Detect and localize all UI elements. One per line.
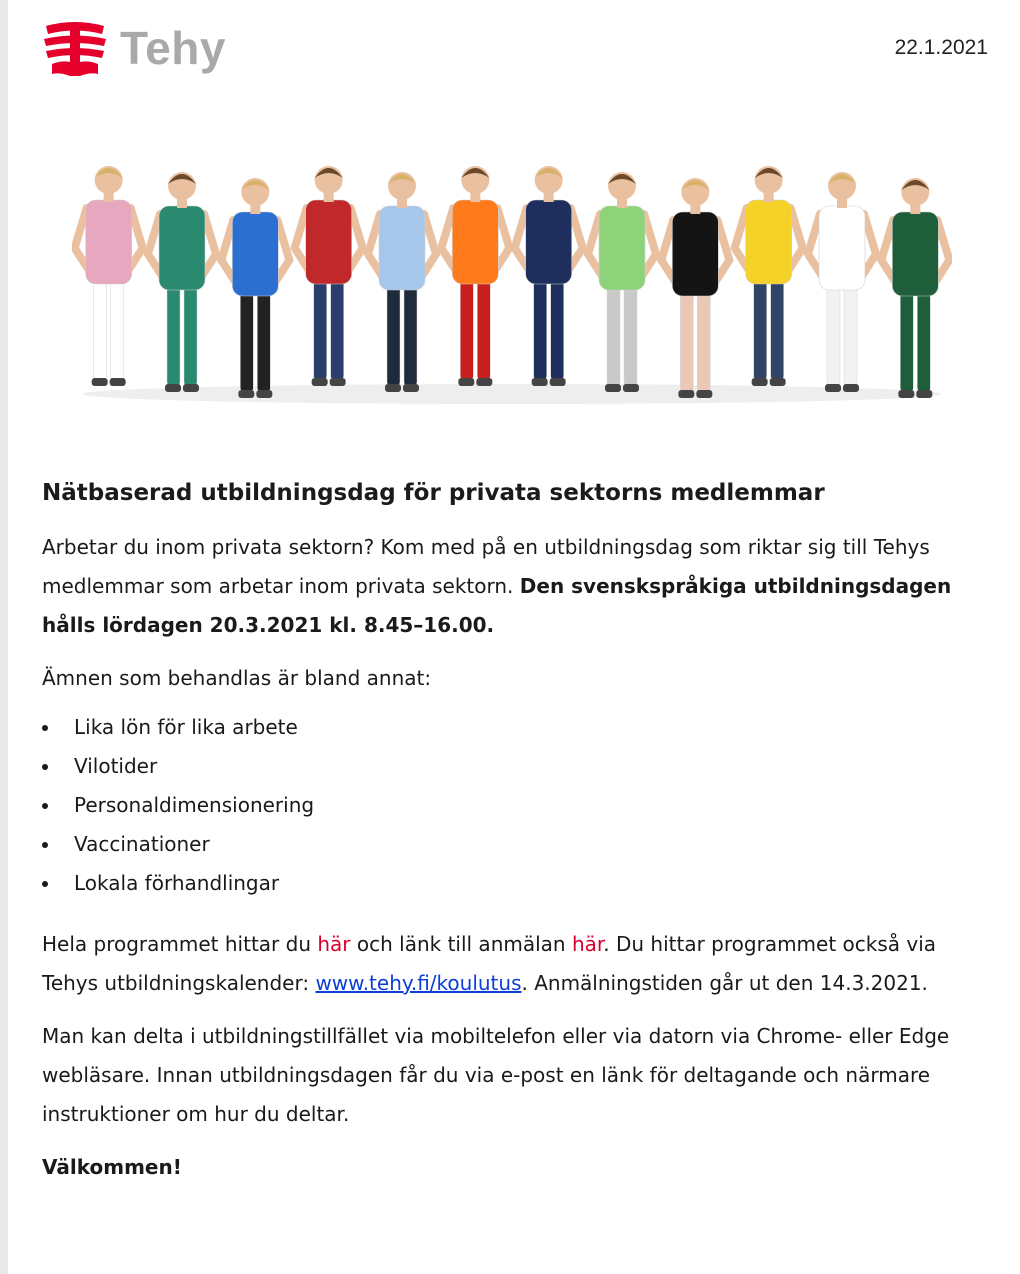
person-leg bbox=[754, 280, 767, 380]
person-leg bbox=[551, 280, 564, 380]
email-date: 22.1.2021 bbox=[894, 36, 988, 59]
person-shoe bbox=[312, 378, 328, 386]
hero-image-healthcare-workers bbox=[72, 150, 952, 410]
program-link[interactable]: här bbox=[317, 932, 351, 956]
person-figure bbox=[221, 178, 289, 398]
person-torso bbox=[159, 206, 205, 290]
person-figure bbox=[441, 166, 509, 386]
person-shoe bbox=[605, 384, 621, 392]
person-torso bbox=[526, 200, 572, 284]
tehy-emblem-icon bbox=[42, 20, 108, 76]
person-figure bbox=[368, 172, 436, 392]
person-torso bbox=[819, 206, 865, 290]
person-figure bbox=[881, 178, 949, 398]
bullet-icon bbox=[42, 842, 48, 848]
person-leg bbox=[827, 286, 840, 386]
person-torso bbox=[746, 200, 792, 284]
article-body bbox=[42, 480, 992, 1187]
person-figure bbox=[515, 166, 583, 386]
person-torso bbox=[599, 206, 645, 290]
person-shoe bbox=[110, 378, 126, 386]
person-leg bbox=[917, 292, 930, 392]
person-figure bbox=[735, 166, 803, 386]
person-figure bbox=[588, 172, 656, 392]
topics-intro: Ämnen som behandlas är bland annat: bbox=[42, 666, 432, 690]
person-shoe bbox=[458, 378, 474, 386]
person-torso bbox=[892, 212, 938, 296]
person-shoe bbox=[770, 378, 786, 386]
education-calendar-link[interactable]: www.tehy.fi/koulutus bbox=[315, 971, 522, 995]
person-shoe bbox=[385, 384, 401, 392]
bullet-icon bbox=[42, 881, 48, 887]
participation-paragraph: Man kan delta i utbildningstillfället via mobiltelefon eller via datorn via Chrome- eller Edge webläsare. Innan utbildningsdagen får du via e-post en länk för deltagande och närmare instruktioner om hur du deltar. bbox=[42, 1024, 950, 1126]
person-shoe bbox=[165, 384, 181, 392]
person-shoe bbox=[843, 384, 859, 392]
person-shoe bbox=[752, 378, 768, 386]
person-figure bbox=[148, 172, 216, 392]
person-shoe bbox=[696, 390, 712, 398]
person-torso bbox=[452, 200, 498, 284]
person-leg bbox=[257, 292, 270, 392]
person-leg bbox=[94, 280, 107, 380]
person-torso bbox=[232, 212, 278, 296]
list-item: Lokala förhandlingar bbox=[42, 864, 992, 903]
person-leg bbox=[477, 280, 490, 380]
welcome-text: Välkommen! bbox=[42, 1155, 182, 1179]
person-torso bbox=[306, 200, 352, 284]
person-torso bbox=[672, 212, 718, 296]
article-headline: Nätbaserad utbildningsdag för privata sektorns medlemmar bbox=[42, 480, 825, 506]
list-item: Vilotider bbox=[42, 747, 992, 786]
person-leg bbox=[184, 286, 197, 386]
person-shoe bbox=[403, 384, 419, 392]
bullet-icon bbox=[42, 803, 48, 809]
person-torso bbox=[379, 206, 425, 290]
person-leg bbox=[331, 280, 344, 380]
person-leg bbox=[404, 286, 417, 386]
person-shoe bbox=[256, 390, 272, 398]
left-border bbox=[0, 0, 8, 1274]
person-leg bbox=[240, 292, 253, 392]
person-shoe bbox=[532, 378, 548, 386]
person-leg bbox=[167, 286, 180, 386]
person-leg bbox=[697, 292, 710, 392]
person-leg bbox=[460, 280, 473, 380]
person-shoe bbox=[898, 390, 914, 398]
person-shoe bbox=[550, 378, 566, 386]
intro-paragraph bbox=[42, 528, 992, 645]
person-shoe bbox=[825, 384, 841, 392]
floor-shadow bbox=[82, 384, 942, 404]
person-torso bbox=[86, 200, 132, 284]
person-figure bbox=[808, 172, 876, 392]
person-leg bbox=[534, 280, 547, 380]
person-leg bbox=[387, 286, 400, 386]
bullet-icon bbox=[42, 725, 48, 731]
topics-list bbox=[42, 708, 992, 903]
person-leg bbox=[844, 286, 857, 386]
person-leg bbox=[900, 292, 913, 392]
program-paragraph: Hela programmet hittar du här och länk till anmälan här. Du hittar programmet också via Tehys utbildningskalender: www.tehy.fi/koulutus. Anmälningstiden går ut den 14.3.2021. bbox=[42, 932, 937, 995]
bullet-icon bbox=[42, 764, 48, 770]
person-leg bbox=[771, 280, 784, 380]
person-shoe bbox=[92, 378, 108, 386]
person-shoe bbox=[678, 390, 694, 398]
person-shoe bbox=[238, 390, 254, 398]
person-leg bbox=[680, 292, 693, 392]
person-figure bbox=[661, 178, 729, 398]
person-leg bbox=[624, 286, 637, 386]
person-figure bbox=[75, 166, 143, 386]
person-leg bbox=[607, 286, 620, 386]
registration-link[interactable]: här bbox=[571, 932, 604, 956]
person-shoe bbox=[183, 384, 199, 392]
tehy-logo[interactable] bbox=[42, 18, 226, 78]
list-item: Personaldimensionering bbox=[42, 786, 992, 825]
person-shoe bbox=[330, 378, 346, 386]
intro-date-bold: Den svenskspråkiga utbildningsdagen hålls lördagen 20.3.2021 kl. 8.45–16.00. bbox=[42, 574, 952, 637]
person-shoe bbox=[476, 378, 492, 386]
list-item: Lika lön för lika arbete bbox=[42, 708, 992, 747]
logo-wordmark: Tehy bbox=[120, 22, 226, 74]
intro-text: Arbetar du inom privata sektorn? Kom med på en utbildningsdag som riktar sig till Tehys medlemmar som arbetar inom privata sektorn. bbox=[42, 535, 930, 598]
person-figure bbox=[295, 166, 363, 386]
person-leg bbox=[111, 280, 124, 380]
person-shoe bbox=[623, 384, 639, 392]
person-shoe bbox=[916, 390, 932, 398]
person-leg bbox=[314, 280, 327, 380]
list-item: Vaccinationer bbox=[42, 825, 992, 864]
